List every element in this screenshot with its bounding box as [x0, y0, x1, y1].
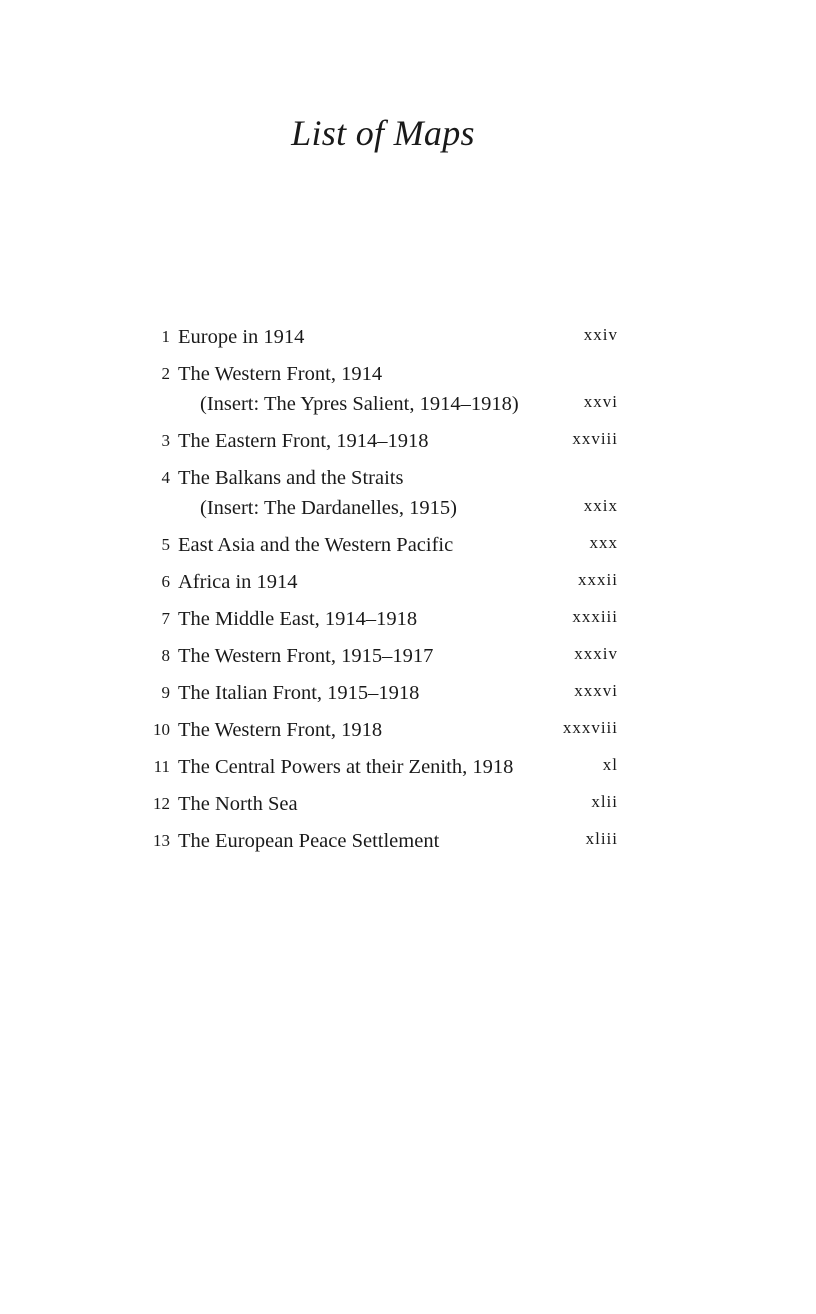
map-insert: (Insert: The Dardanelles, 1915) — [200, 497, 457, 519]
map-title: The Western Front, 1918 — [178, 719, 383, 741]
map-number: 3 — [161, 431, 170, 450]
map-entry-12 — [138, 789, 618, 819]
map-entry-3 — [138, 426, 618, 456]
map-entry-8 — [138, 641, 618, 671]
map-entry-6 — [138, 567, 618, 597]
map-number: 6 — [161, 572, 170, 591]
map-page-number: xxxvi — [574, 681, 618, 700]
map-page-number: xxxiv — [574, 644, 618, 663]
map-entry-13 — [138, 826, 618, 856]
map-title: The Eastern Front, 1914–1918 — [178, 430, 429, 452]
map-entry-11 — [138, 752, 618, 782]
map-entry-7 — [138, 604, 618, 634]
map-number: 4 — [161, 468, 170, 487]
map-page-number: xl — [602, 755, 618, 774]
map-number: 11 — [153, 757, 170, 776]
map-entry-1 — [138, 322, 618, 352]
map-number: 9 — [161, 683, 170, 702]
map-page-number: xxxiii — [572, 607, 618, 626]
map-page-number: xliii — [585, 829, 618, 848]
map-title: The Middle East, 1914–1918 — [178, 608, 418, 630]
map-title: The Western Front, 1915–1917 — [178, 645, 434, 667]
map-entry-10 — [138, 715, 618, 745]
map-number: 8 — [161, 646, 170, 665]
map-insert: (Insert: The Ypres Salient, 1914–1918) — [200, 393, 519, 415]
map-page-number: xxx — [589, 533, 618, 552]
map-page-number: xxiv — [583, 325, 618, 344]
map-page-number: xxxii — [578, 570, 618, 589]
map-title: The North Sea — [178, 793, 298, 815]
map-number: 13 — [153, 831, 170, 850]
list-of-maps — [138, 322, 618, 863]
map-entry-5 — [138, 530, 618, 560]
map-entry-2 — [138, 359, 618, 419]
map-page-number: xxvi — [583, 392, 618, 411]
map-title: The Central Powers at their Zenith, 1918 — [178, 756, 514, 778]
page-title: List of Maps — [291, 113, 475, 153]
map-number: 12 — [153, 794, 170, 813]
map-title: The Italian Front, 1915–1918 — [178, 682, 420, 704]
map-entry-4 — [138, 463, 618, 523]
map-title: East Asia and the Western Pacific — [178, 534, 454, 556]
map-title: Africa in 1914 — [178, 571, 298, 593]
map-page-number: xxxviii — [562, 718, 618, 737]
map-page-number: xxix — [583, 496, 618, 515]
map-page-number: xxviii — [572, 429, 618, 448]
map-title: Europe in 1914 — [178, 326, 305, 348]
map-title: The European Peace Settlement — [178, 830, 440, 852]
map-number: 7 — [161, 609, 170, 628]
map-number: 10 — [153, 720, 170, 739]
map-title: The Balkans and the Straits — [178, 467, 404, 489]
map-entry-9 — [138, 678, 618, 708]
map-number: 2 — [161, 364, 170, 383]
map-number: 5 — [161, 535, 170, 554]
map-number: 1 — [161, 327, 170, 346]
map-page-number: xlii — [591, 792, 618, 811]
map-title: The Western Front, 1914 — [178, 363, 383, 385]
